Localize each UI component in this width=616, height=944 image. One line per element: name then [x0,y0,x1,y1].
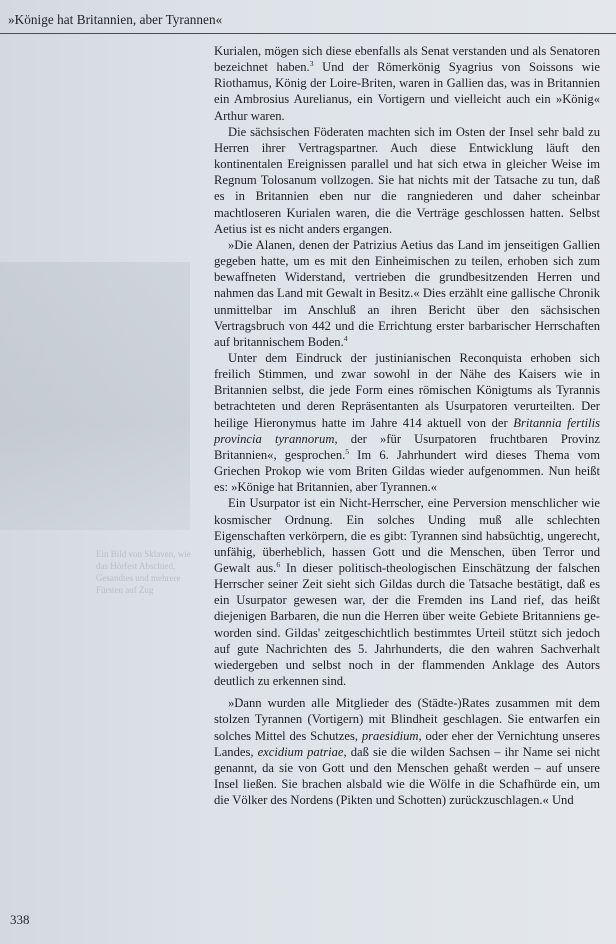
main-text-column [214,43,600,808]
text-run: In dieser politisch-theologischen Einschätzung der falschen Herrscher seiner Zeit sieht sich Gildas durch die Tatsache bestätigt, daß es ein Usurpator gewesen war, der die Fremden ins Land rief, das heißt diejenigen Barbaren, die nun die Herren über weite Gebiete Britanniens geworden sind. Gildas' zeitgeschichtlich bestimmtes Urteil stützt sich jedoch auf gute Nachrichten des 5. Jahrhunderts, die den wahren Sachverhalt wiedergeben und selbst noch in der flammenden Anklage des Autors deutlich zu erkennen sind. [214,561,601,689]
footnote-marker: 4 [343,333,348,343]
page-number: 338 [10,912,30,927]
footnote-marker: 6 [276,560,281,569]
show-through-image [0,262,190,530]
text-run: , oder eher der Vernichtung unseres Landes, [214,728,600,759]
italic-text: praesidium [361,728,419,743]
text-run: , daß sie die wilden Sachsen – ihr Name sei nicht genannt, da sie von Gott und den Menschen gehaßt werden – auf unsere Insel ließen. Sie brachen alsbald wie die Wölfe in die Schafhürde ein, um die Völker des Nordens (Pikten und Schotten) zurückzuschlagen.« Und [214,744,601,808]
italic-text: Britannia fertilis provincia tyrannorum [214,415,600,446]
text-run: Unter dem Eindruck der justinianischen Reconquista erhoben sich freilich Stimmen, und zwar sowohl in der Nähe des Kaisers wie in Britannien selbst, die jede Form eines römischen Königtums als Tyrannis betrachteten und deren Repräsentanten als Usurpatoren verurteilten. Der heilige Hieronymus hatte im Jahre 414 aktuell von der [214,350,600,430]
text-run: Und der Römerkönig Syagrius von Soissons wie Riothamus, König der Loire-Briten, waren in Gallien das, was in Britannien ein Ambrosius Aurelianus, ein Vortigern und vielleicht auch ein »König« Arthur waren. [214,60,600,123]
text-run: »Dann wurden alle Mitglieder des (Städte-)Rates zusammen mit dem stolzen Tyrannen (Vortigern) mit Blindheit geschlagen. Sie entwarfen ein solches Mittel des Schutzes, [214,696,600,743]
paragraph [214,237,600,350]
paragraph [214,124,600,237]
show-through-caption: Ein Bild von Sklaven, wie das Hörfest Abschied, Gesandtes und mehrere Fürsten auf Zug [96,549,191,595]
text-run: »Die Alanen, denen der Patrizius Aetius das Land im jenseitigen Gallien gegeben hatte, um es mit den Einheimischen zu teilen, erhoben sich zum bewaffneten Widerstand, vertrieben die grundbesitzenden Herren und nahmen das Land mit Gewalt in Besitz.« Dies erzählt eine gallische Chronik unmittelbar im Anschluß an ihren Bericht über den sächsischen Vertragsbruch von 442 und die Errichtung erster barbarischer Herrschaften auf britannischem Boden. [214,237,600,349]
text-run: , der »für Usurpatoren fruchtbaren Provinz Britannien«, gesprochen. [214,431,600,462]
running-head-title: »Könige hat Britannien, aber Tyrannen« [8,12,223,27]
header-rule [0,33,616,34]
paragraph [214,495,600,689]
text-run: Kurialen, mögen sich diese ebenfalls als Senat verstanden und als Senatoren bezeichnet haben. [214,44,600,75]
text-run: Im 6. Jahrhundert wird dieses Thema vom Griechen Prokop wie vom Briten Gildas wieder aufgenommen. Nun heißt es: »Könige hat Britannien, aber Tyrannen.« [214,447,600,495]
text-run: Die sächsischen Föderaten machten sich im Osten der Insel sehr bald zu Herren ihrer Vertragspartner. Auch diese Entwicklung läuft den kontinentalen Ereignissen parallel und hat sich etwa in gleicher Weise im Regnum Tolosanum vollzogen. Sie hat nichts mit der Tatsache zu tun, daß es in Britannien eben nur die rangniederen und daher scheinbar machtloseren Kurialen waren, die die Verträge geschlossen hatten. Selbst Aetius ist es nicht anders ergangen. [214,124,600,236]
paragraph [214,350,600,495]
paragraph [214,695,600,808]
italic-text: excidium patriae [257,744,344,759]
text-run: Ein Usurpator ist ein Nicht-Herrscher, eine Perversion menschlicher wie kosmischer Ordnung. Ein solches Unding muß alle schlechten Eigenschaften verkörpern, die es gibt: Tyrannen sind habsüchtig, ungerecht, unfähig, überheblich, hassen Gott und die Menschen, üben Terror und Gewalt aus. [214,496,600,575]
footnote-marker: 3 [309,59,314,69]
paragraph [214,43,600,124]
footnote-marker: 5 [345,446,350,456]
